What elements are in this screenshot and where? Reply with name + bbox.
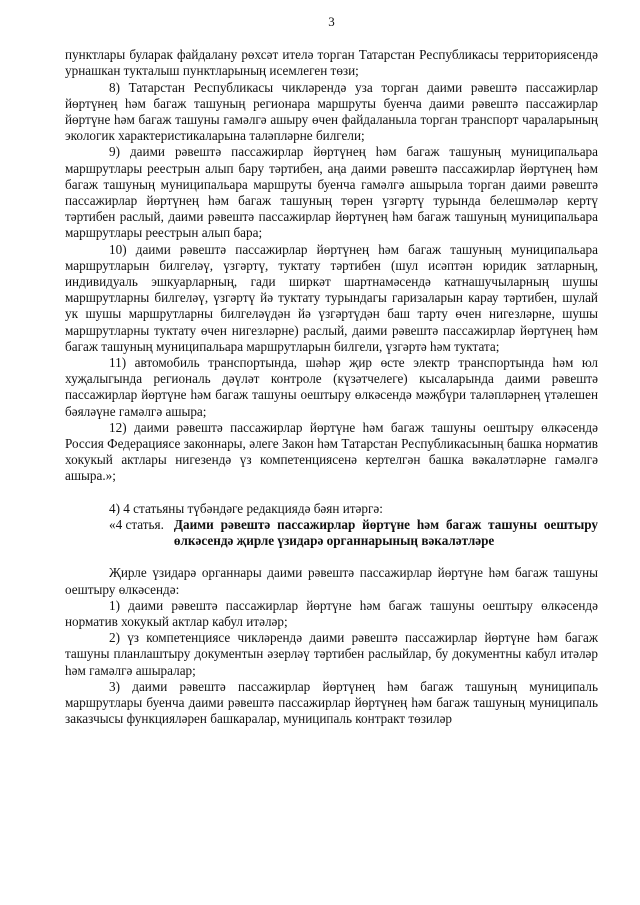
paragraph-intro: Җирле үзидарә органнары даими рәвештә пассажирлар йөртүне һәм багаж ташуны оештыру өлкәсендә: — [65, 565, 598, 597]
paragraph-item-10: 10) даими рәвештә пассажирлар йөртүнең һәм багаж ташуның муниципальара маршрутларын билгеләү, үзгәртү, туктату тәртибен (шул исәптән юридик затларның, индивидуаль эшкуарларның, гади ширкәт шартнамәсендә катнашучыларның шушы маршрутларны билгеләү, үзгәртү йә туктату турындагы гаризаларын карау тәртибен, шулай ук шушы маршрутларны билгеләүдән йә үзгәртүдән баш тарту өчен нигезләрне, шушы маршрутларны туктату өчен нигезләрне) раслый, даими рәвештә пассажирлар йөртүнең һәм багаж ташуның муниципальара маршрутларын билгели, үзгәртә һәм туктата; — [65, 241, 598, 354]
paragraph-sub-3: 3) даими рәвештә пассажирлар йөртүнең һәм багаж ташуның муниципаль маршрутлары буенча даими рәвештә пассажирлар йөртүнең һәм багаж ташуның муниципаль заказчысы функцияләрен башкаралар, муниципаль контракт төзиләр — [65, 678, 598, 727]
page-number: 3 — [328, 14, 335, 29]
paragraph-item-11: 11) автомобиль транспортында, шәһәр җир өсте электр транспортында һәм юл хуҗалыгында региональ дәүләт контроле (күзәтчелеге) кысаларында даими рәвештә пассажирлар йөртүне һәм багаж ташуны оештыру өлкәсендә мәҗбүри таләпләрнең үтәлешен бәяләүне гамәлгә ашыра; — [65, 355, 598, 419]
paragraph-sub-2: 2) үз компетенциясе чикләрендә даими рәвештә пассажирлар йөртүне һәм багаж ташуны планлаштыру документын әзерләү тәртибен раслыйлар, бу документны кабул итәләр һәм гамәлгә ашыралар; — [65, 630, 598, 678]
paragraph-continuation: пунктлары буларак файдалану рөхсәт ителә торган Татарстан Республикасы территориясендә урнашкан тукталыш пунктларының исемлеген төзи; — [65, 47, 598, 79]
paragraph-item-12: 12) даими рәвештә пассажирлар йөртүне һәм багаж ташуны оештыру өлкәсендә Россия Федерациясе законнары, әлеге Закон һәм Татарстан Республикасының башка норматив хокукый актлары нигезендә үз компетенциясенә кертелгән башка вәкаләтләрне гамәлгә ашыра.»; — [65, 419, 598, 484]
document-page — [65, 14, 598, 727]
paragraph-sub-1: 1) даими рәвештә пассажирлар йөртүне һәм багаж ташуны оештыру өлкәсендә норматив хокукый актлар кабул итәләр; — [65, 597, 598, 629]
paragraph-item-9: 9) даими рәвештә пассажирлар йөртүнең һәм багаж ташуның муниципальара маршрутлары реестрын алып бару тәртибен, аңа даими рәвештә пассажирлар йөртүнең һәм багаж ташуның муниципальара маршруты буенча гамәлгә ашырыла торган даими рәвештә пассажирлар йөртүнең һәм багаж ташуның төрен үзгәртү турында белешмәләр кертү тәртибен раслый, даими рәвештә пассажирлар йөртүнең һәм багаж ташуның муниципальара маршрутлары реестрын алып бара; — [65, 144, 598, 241]
article-title: Даими рәвештә пассажирлар йөртүне һәм багаж ташуны оештыру өлкәсендә җирле үзидарә органнарының вәкаләтләре — [173, 516, 598, 549]
article-heading — [65, 517, 598, 549]
article-number: «4 статья. — [109, 516, 164, 532]
paragraph-item-8: 8) Татарстан Республикасы чикләрендә уза торган даими рәвештә пассажирлар йөртүнең һәм багаж ташуның регионара маршруты буенча даими рәвештә пассажирлар йөртүне һәм багаж ташуны гамәлгә ашыру өчен файдаланыла торган транспорт чараларының экологик характеристикаларына таләпләрне билгели; — [65, 79, 598, 144]
paragraph-item-4: 4) 4 статьяны түбәндәге редакциядә бәян итәргә: — [109, 500, 383, 516]
